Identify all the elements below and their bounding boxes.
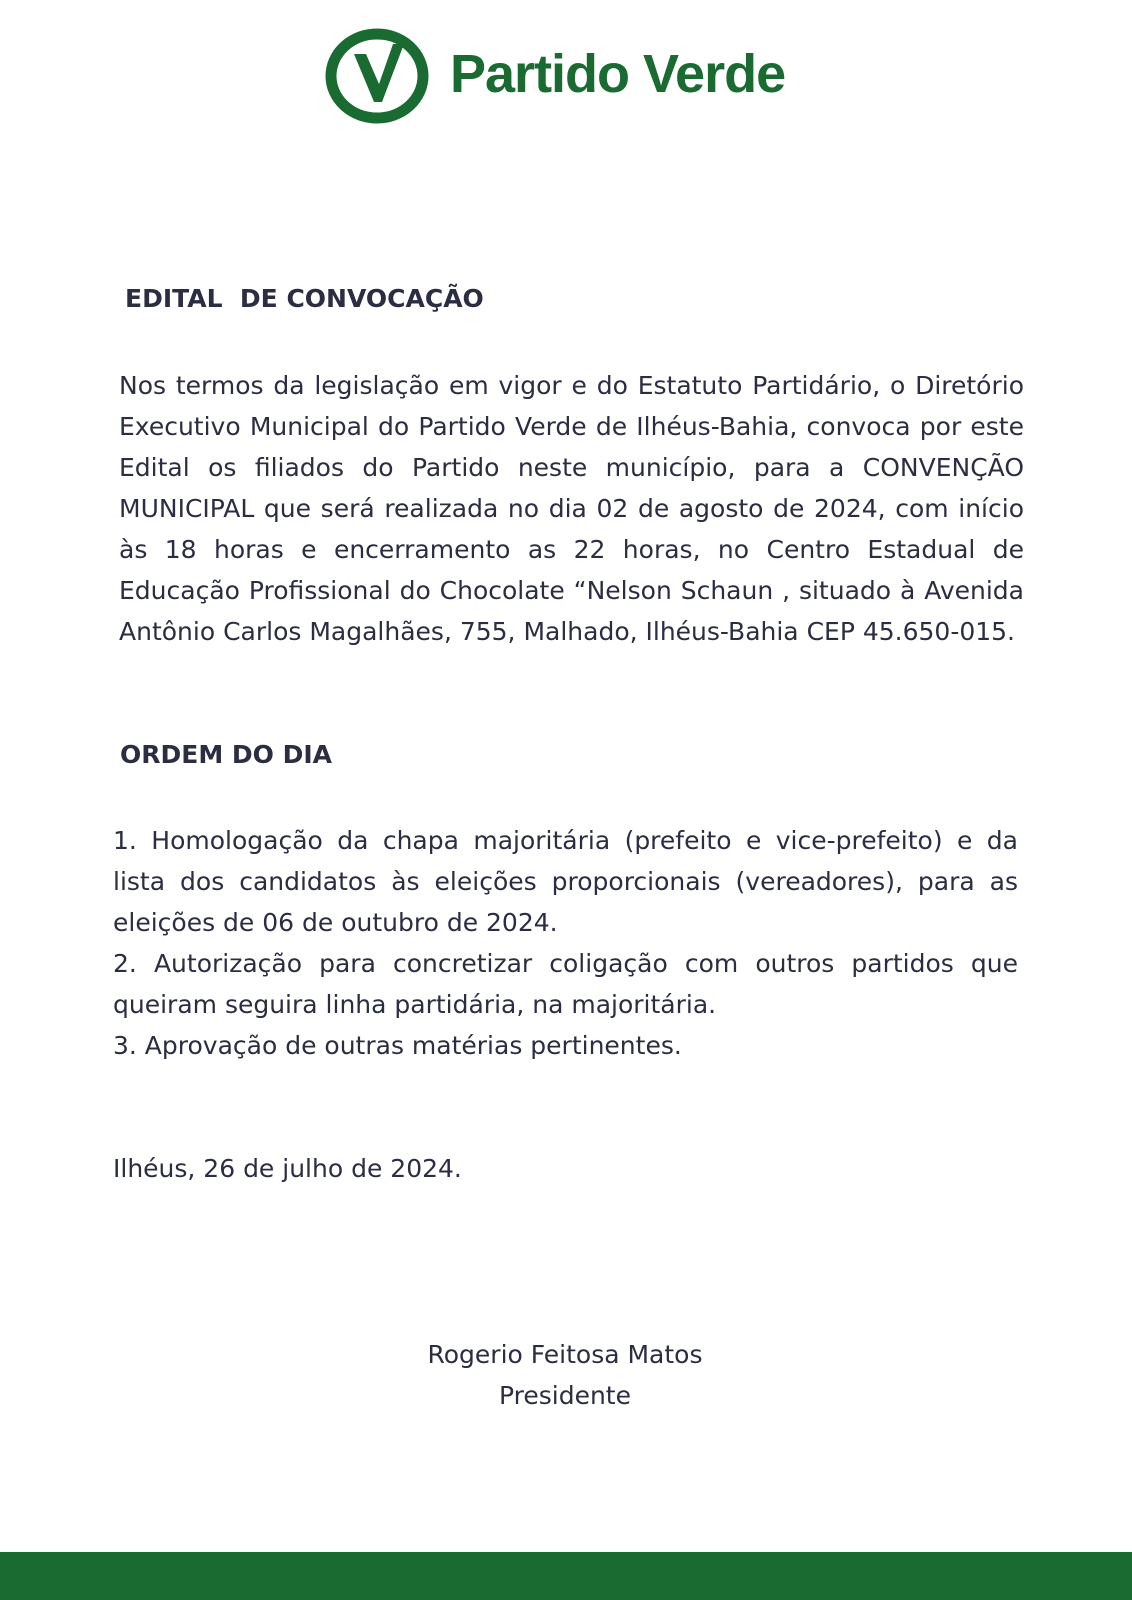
agenda-item: 2. Autorização para concretizar coligação com outros partidos que queiram seguira linha partidária, na majoritária. [113,949,1018,1019]
dateline: Ilhéus, 26 de julho de 2024. [113,1154,462,1183]
convocation-paragraph: Nos termos da legislação em vigor e do Estatuto Partidário, o Diretório Executivo Municipal do Partido Verde de Ilhéus-Bahia, convoca por este Edital os filiados do Partido neste município, para a CONVENÇÃO MUNICIPAL que será realizada no dia 02 de agosto de 2024, com início às 18 horas e encerramento as 22 horas, no Centro Estadual de Educação Profissional do Chocolate “Nelson Schaun , situado à Avenida Antônio Carlos Magalhães, 755, Malhado, Ilhéus-Bahia CEP 45.650-015. [119,371,1024,646]
signature-block [0,1334,1132,1416]
signatory-role: Presidente [499,1381,631,1410]
header [0,26,1132,126]
agenda-list [113,820,1018,1066]
footer-bar [0,1552,1132,1600]
partido-verde-logo-icon [324,26,430,126]
agenda-item: 3. Aprovação de outras matérias pertinentes. [113,1031,682,1060]
signatory-name: Rogerio Feitosa Matos [427,1340,703,1369]
logo-wordmark: Partido Verde [450,44,786,104]
document-title: EDITAL DE CONVOCAÇÃO [125,284,484,313]
agenda-item: 1. Homologação da chapa majoritária (prefeito e vice-prefeito) e da lista dos candidatos às eleições proporcionais (vereadores), para as eleições de 06 de outubro de 2024. [113,826,1018,937]
agenda-title: ORDEM DO DIA [120,740,333,769]
